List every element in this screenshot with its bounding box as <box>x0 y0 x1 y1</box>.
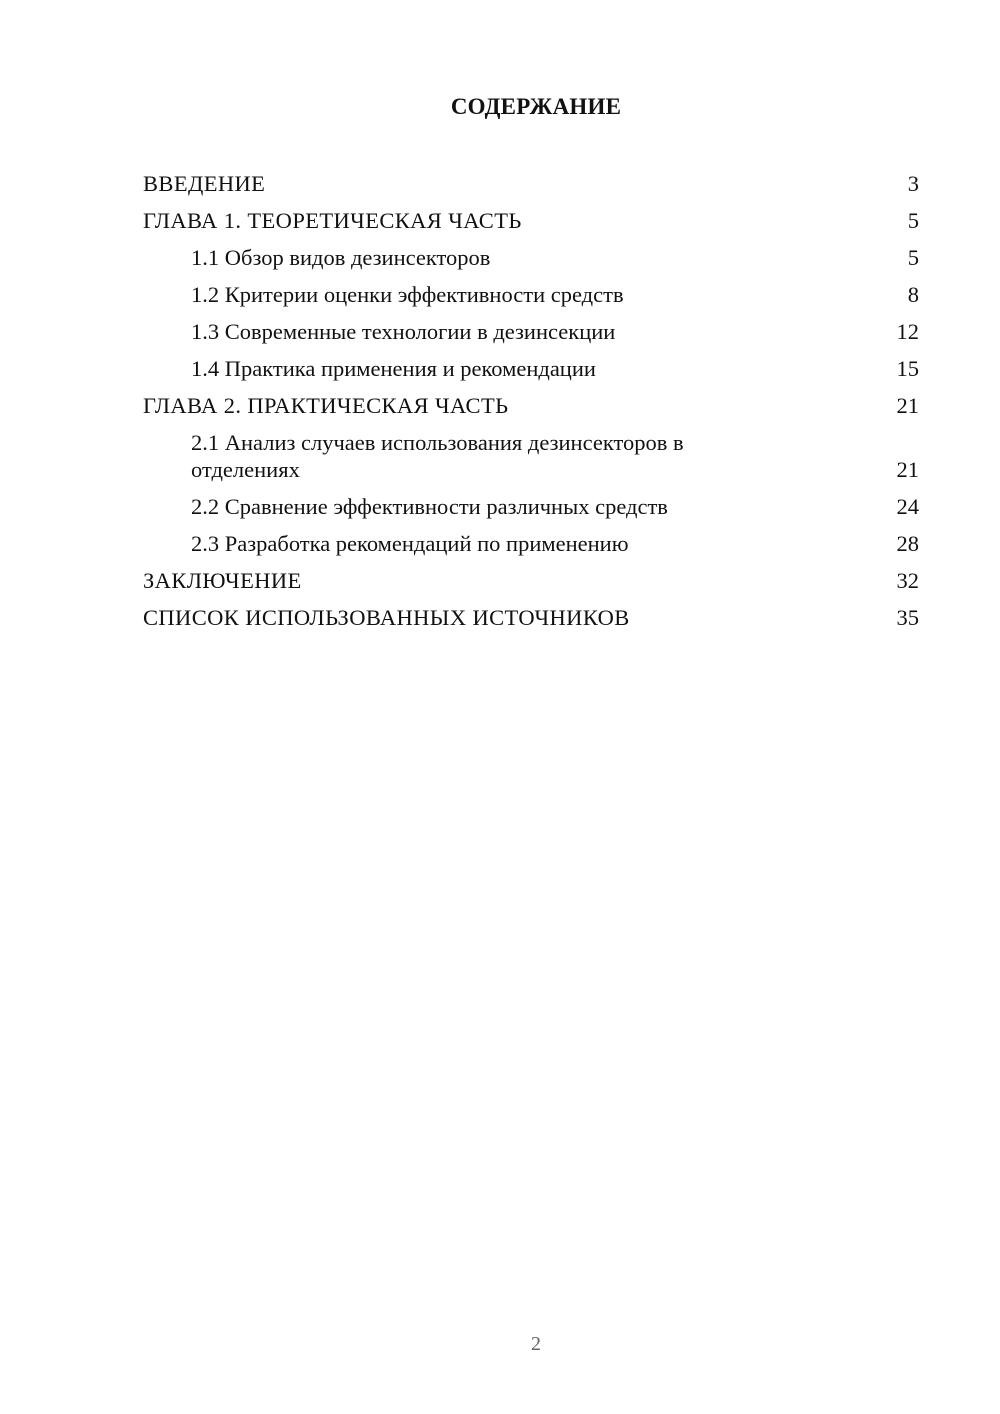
toc-entry-label: 1.1 Обзор видов дезинсекторов <box>191 245 491 270</box>
toc-entry-section-2-1[interactable] <box>143 429 919 483</box>
toc-entry-chapter-1[interactable] <box>143 207 919 234</box>
toc-entry-label: 1.2 Критерии оценки эффективности средств <box>191 282 624 307</box>
toc-entry-references[interactable] <box>143 604 919 631</box>
toc-entry-conclusion[interactable] <box>143 567 919 594</box>
toc-entry-page: 35 <box>896 605 919 630</box>
page-number: 2 <box>531 1333 541 1355</box>
toc-entry-label: 1.4 Практика применения и рекомендации <box>191 356 596 381</box>
toc-entry-page: 15 <box>896 356 919 381</box>
toc-entry-label: ГЛАВА 2. ПРАКТИЧЕСКАЯ ЧАСТЬ <box>143 393 509 418</box>
toc-entry-page: 21 <box>896 393 919 418</box>
toc-entry-section-1-3[interactable] <box>143 318 919 345</box>
toc-entry-label: ЗАКЛЮЧЕНИЕ <box>143 568 302 593</box>
toc-heading: СОДЕРЖАНИЕ <box>450 94 622 119</box>
toc-entry-label: ВВЕДЕНИЕ <box>143 171 266 196</box>
toc-entry-label: СПИСОК ИСПОЛЬЗОВАННЫХ ИСТОЧНИКОВ <box>143 605 630 630</box>
toc-entry-label: 2.1 Анализ случаев использования дезинсекторов в отделениях <box>191 430 684 482</box>
toc-entry-label: 2.2 Сравнение эффективности различных средств <box>191 494 668 519</box>
toc-entry-page: 32 <box>896 568 919 593</box>
toc-entry-chapter-2[interactable] <box>143 392 919 419</box>
toc-entry-section-2-2[interactable] <box>143 493 919 520</box>
toc-entry-page: 21 <box>896 457 919 482</box>
toc-entry-section-1-2[interactable] <box>143 281 919 308</box>
table-of-contents <box>143 170 919 641</box>
toc-entry-page: 12 <box>896 319 919 344</box>
toc-entry-page: 3 <box>907 171 919 196</box>
toc-entry-label: 2.3 Разработка рекомендаций по применению <box>191 531 629 556</box>
toc-entry-label: 1.3 Современные технологии в дезинсекции <box>191 319 616 344</box>
toc-entry-page: 5 <box>907 245 919 270</box>
toc-entry-page: 24 <box>896 494 919 519</box>
toc-entry-introduction[interactable] <box>143 170 919 197</box>
toc-entry-label: ГЛАВА 1. ТЕОРЕТИЧЕСКАЯ ЧАСТЬ <box>143 208 522 233</box>
toc-entry-section-1-1[interactable] <box>143 244 919 271</box>
toc-entry-page: 28 <box>896 531 919 556</box>
toc-entry-page: 8 <box>907 282 919 307</box>
toc-entry-page: 5 <box>907 208 919 233</box>
toc-entry-section-2-3[interactable] <box>143 530 919 557</box>
toc-entry-section-1-4[interactable] <box>143 355 919 382</box>
